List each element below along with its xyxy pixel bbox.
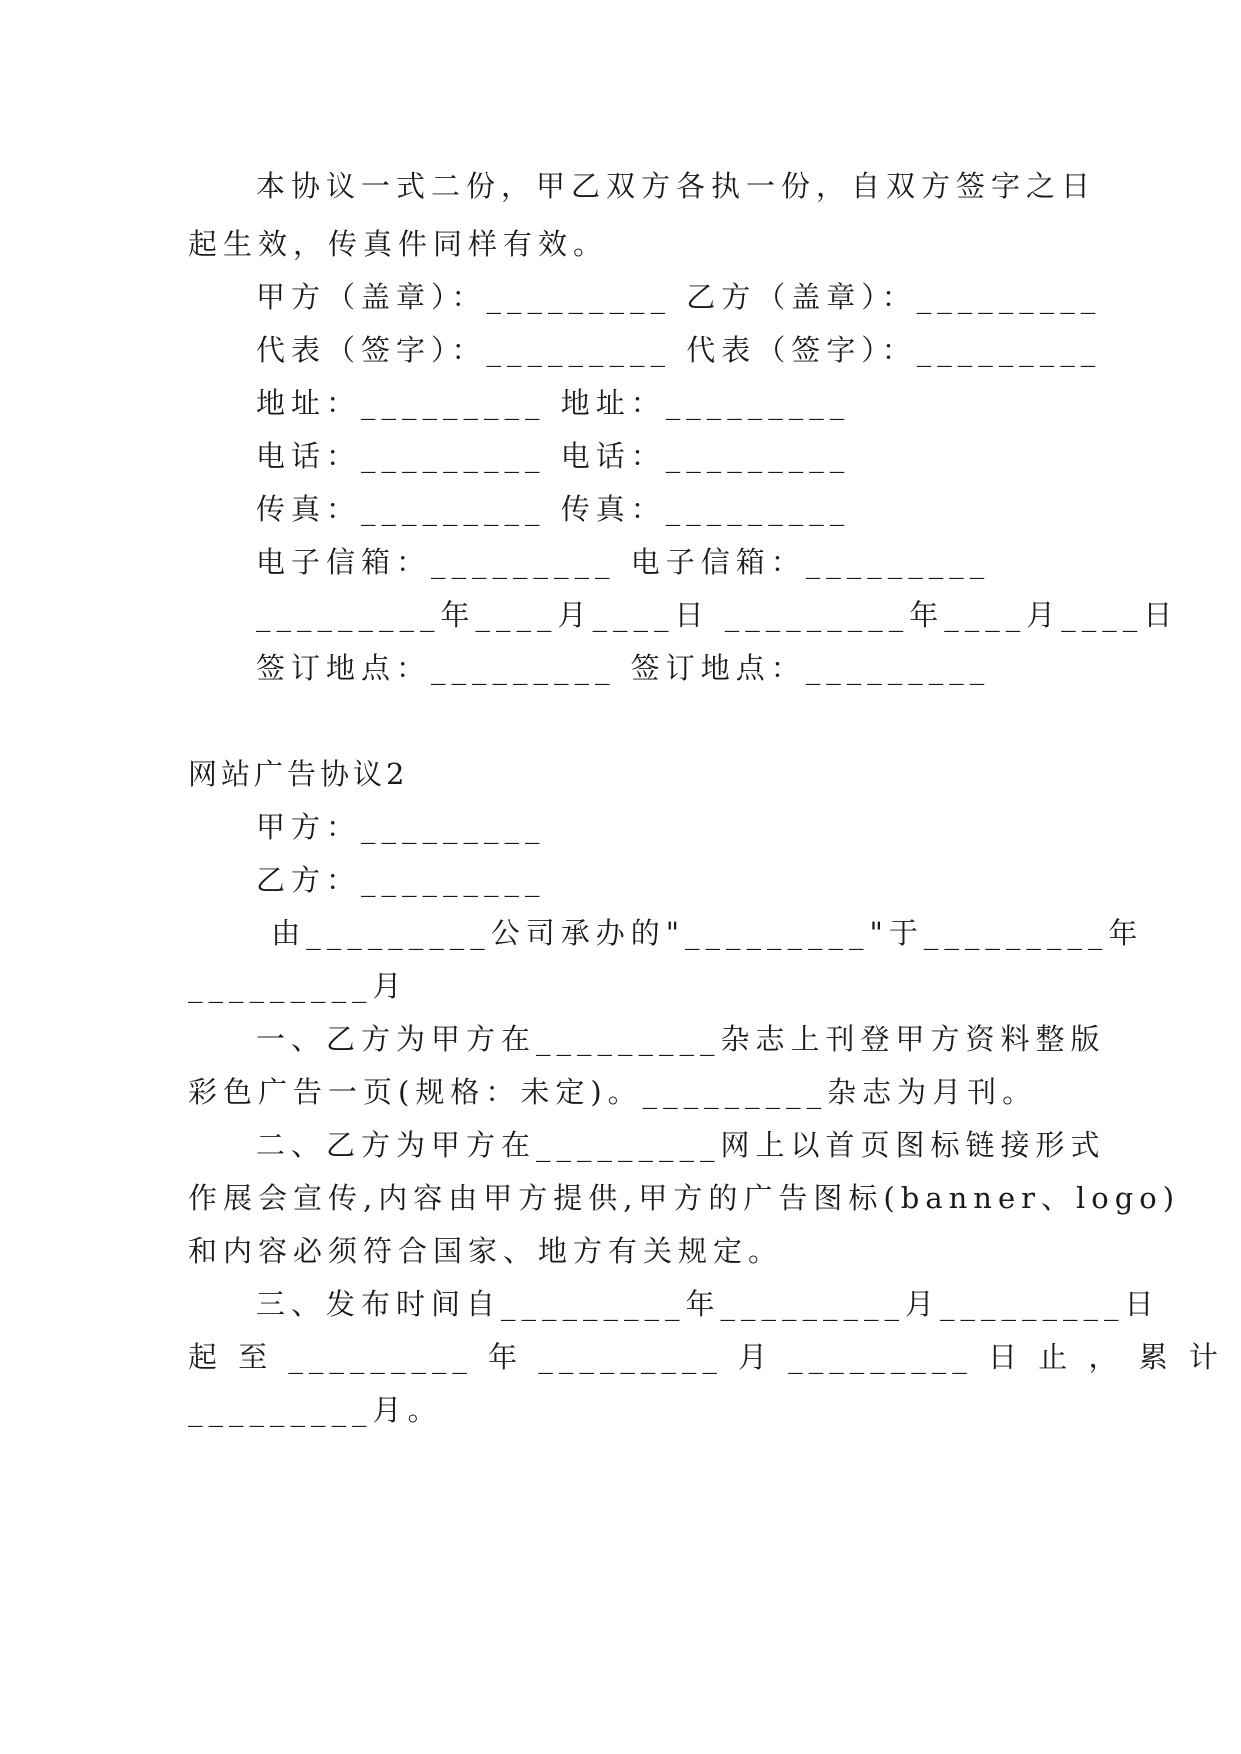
email-line: 电子信箱：_________ 电子信箱：_________: [256, 545, 991, 579]
clause-2-line-cont: 作展会宣传,内容由甲方提供,甲方的广告图标(banner、logo): [188, 1181, 1181, 1215]
fax-line: 传真：_________ 传真：_________: [256, 492, 851, 526]
date-line: _________年____月____日 _________年____月____日: [256, 598, 1179, 632]
representative-sign-line: 代表（签字）：_________ 代表（签字）：_________: [256, 333, 1102, 367]
party-seal-line: 甲方（盖章）：_________ 乙方（盖章）：_________: [256, 280, 1102, 314]
clause-3-line-end: _________月。: [188, 1393, 443, 1427]
paragraph-line-effective-cont: 起生效，传真件同样有效。: [188, 227, 609, 261]
clause-2-line: 二、乙方为甲方在_________网上以首页图标链接形式: [256, 1128, 1106, 1162]
organizer-line: 由_________公司承办的"_________"于_________年: [256, 916, 1144, 950]
clause-3-line-cont: 起 至 _________ 年 _________ 月 _________ 日 止 ， 累 计: [188, 1340, 1224, 1374]
address-line: 地址：_________ 地址：_________: [256, 386, 851, 420]
clause-1-line: 一、乙方为甲方在_________杂志上刊登甲方资料整版: [256, 1022, 1106, 1056]
clause-1-line-cont: 彩色广告一页(规格：未定)。_________杂志为月刊。: [188, 1075, 1038, 1109]
clause-2-line-end: 和内容必须符合国家、地方有关规定。: [188, 1234, 784, 1268]
party-a-line: 甲方：_________: [256, 810, 546, 844]
paragraph-line-effective: 本协议一式二份，甲乙双方各执一份，自双方签字之日: [256, 169, 1097, 203]
phone-line: 电话：_________ 电话：_________: [256, 439, 851, 473]
signing-place-line: 签订地点：_________ 签订地点：_________: [256, 651, 991, 685]
party-b-line: 乙方：_________: [256, 863, 546, 897]
clause-3-line: 三、发布时间自_________年_________月_________日: [256, 1287, 1160, 1321]
section-title: 网站广告协议2: [188, 757, 409, 791]
organizer-line-cont: _________月: [188, 969, 408, 1003]
